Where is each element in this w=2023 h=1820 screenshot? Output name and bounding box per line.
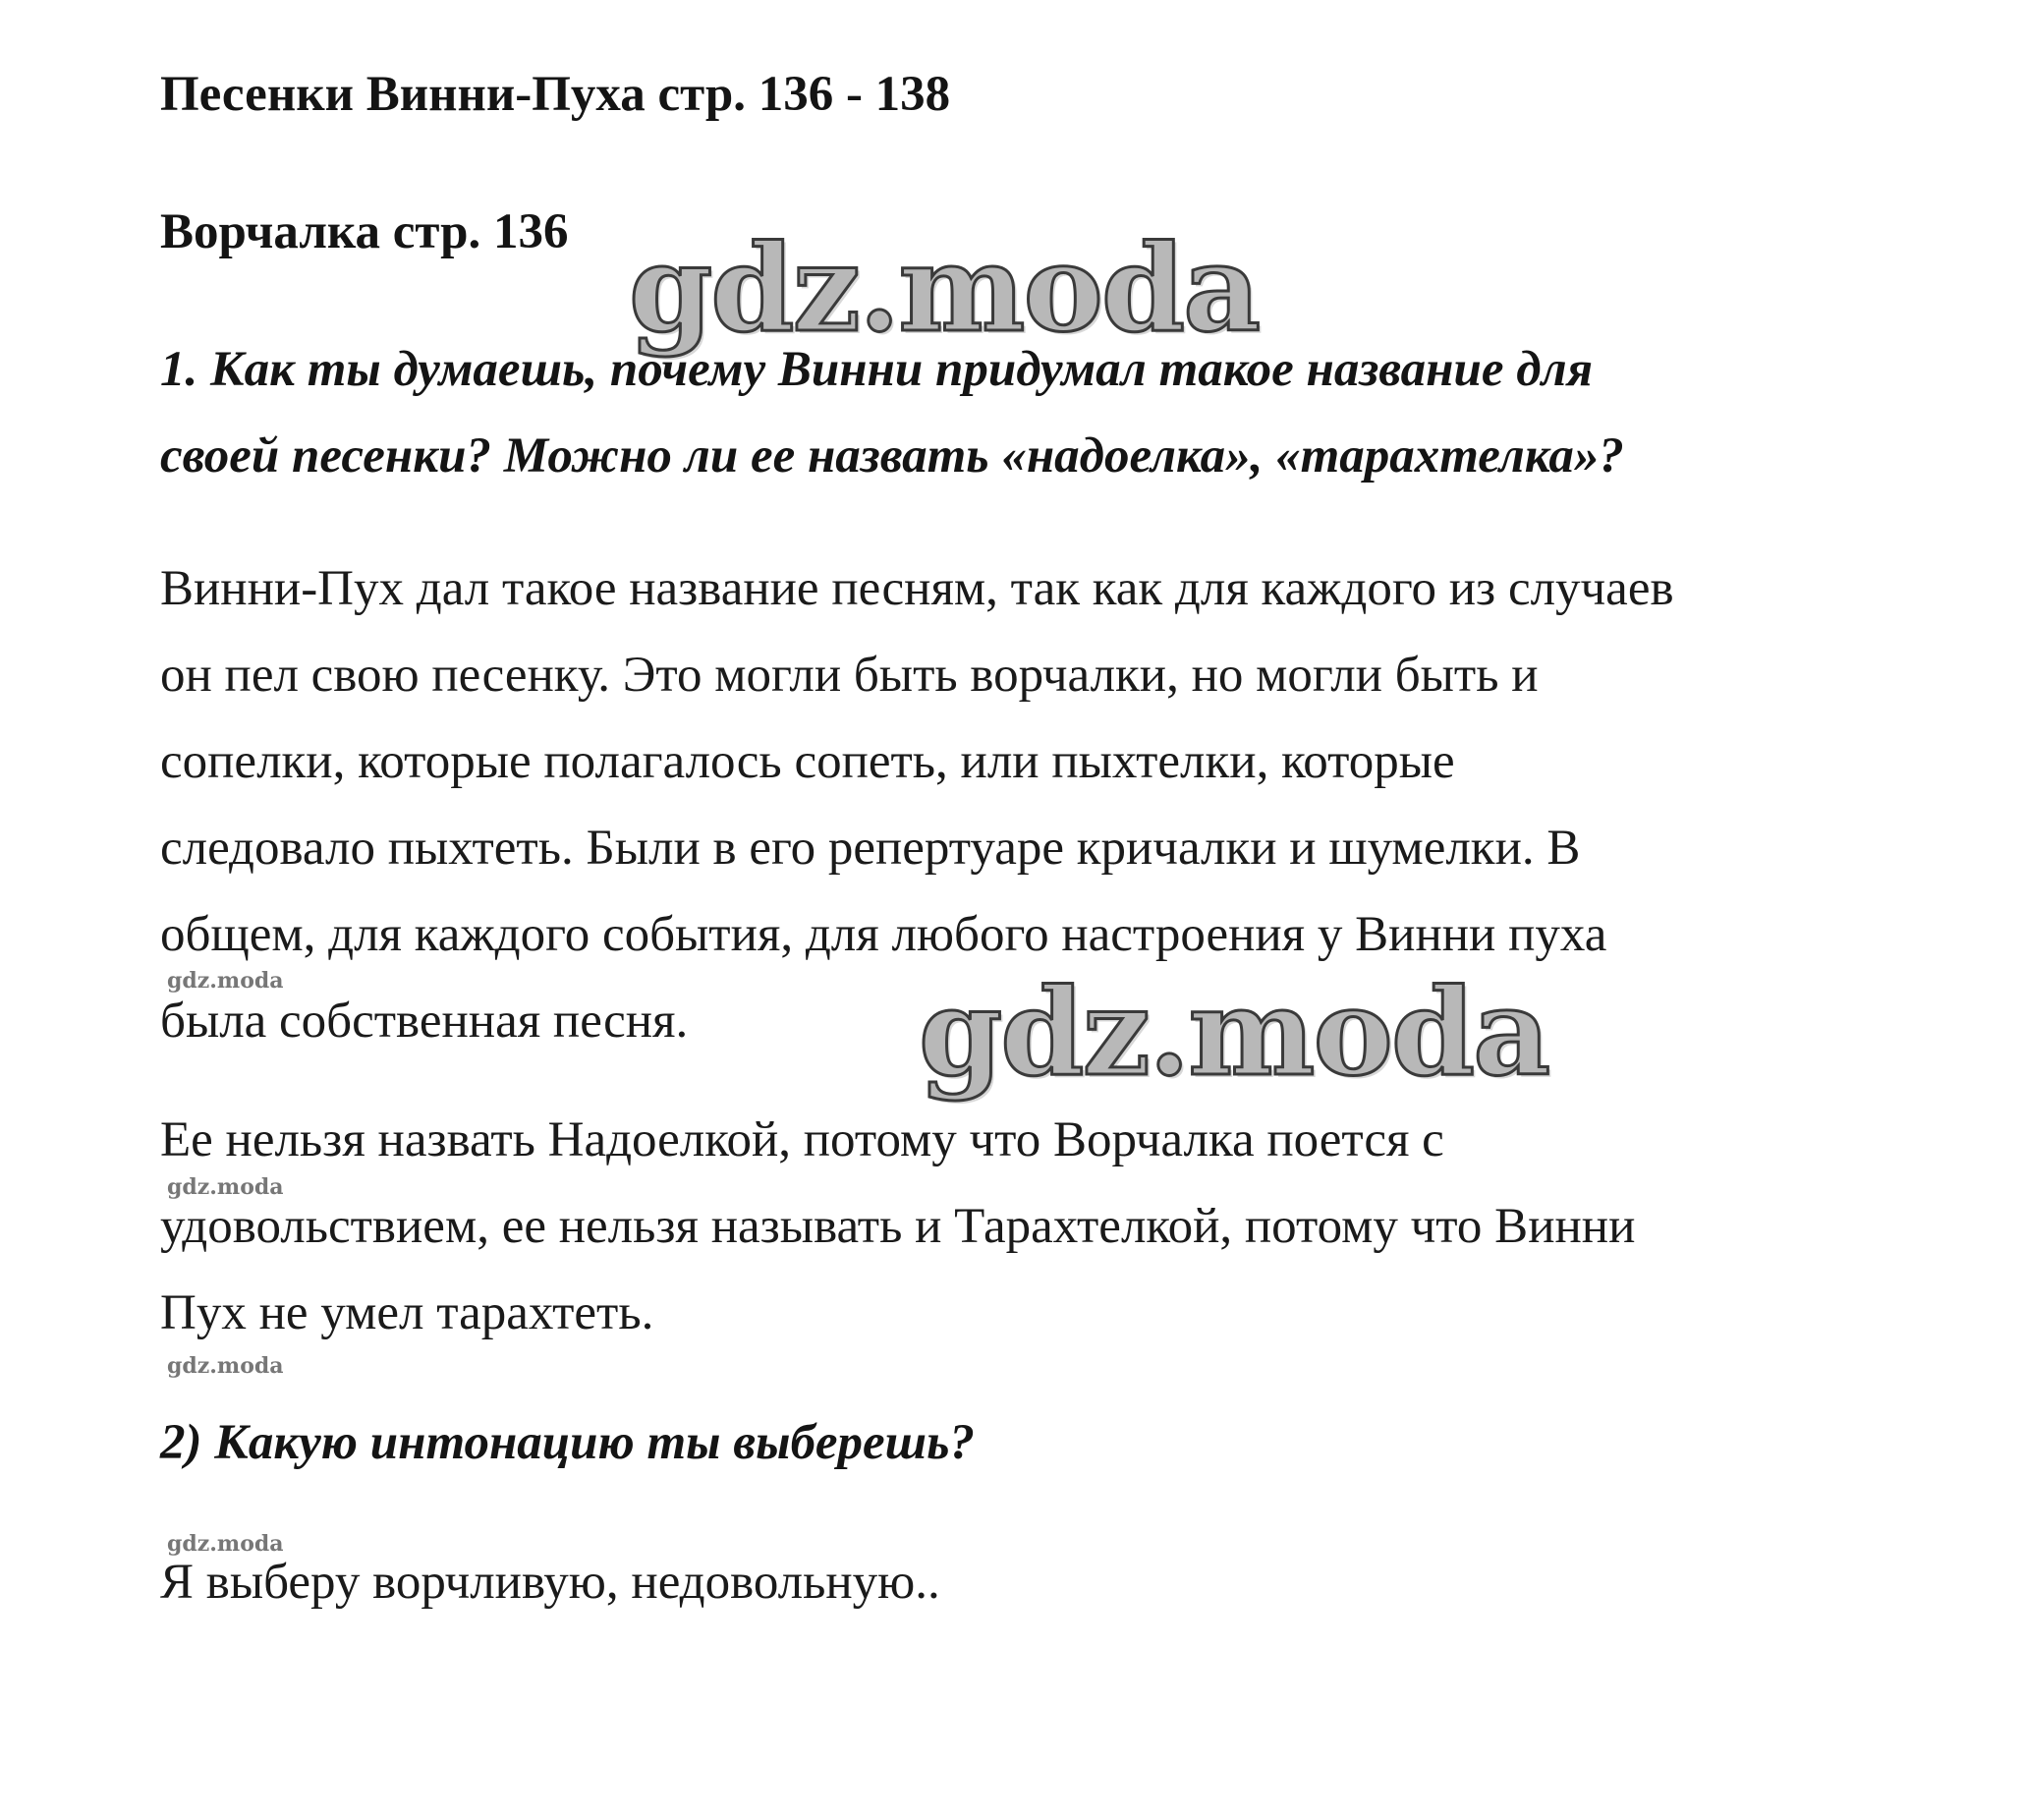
page-title: Песенки Винни-Пуха стр. 136 - 138 — [160, 67, 951, 122]
watermark-large: gdz.moda — [919, 961, 1549, 1103]
answer-1-line: общем, для каждого события, для любого настроения у Винни пуха — [160, 907, 1607, 962]
answer-1-line: следовало пыхтеть. Были в его репертуаре кричалки и шумелки. В — [160, 821, 1581, 876]
watermark-small: gdz.moda — [167, 1531, 284, 1557]
answer-1-line: сопелки, которые полагалось сопеть, или пыхтелки, которые — [160, 734, 1455, 789]
watermark-large: gdz.moda — [629, 217, 1260, 359]
watermark-small: gdz.moda — [167, 968, 284, 994]
answer-1-line: он пел свою песенку. Это могли быть ворчалки, но могли быть и — [160, 648, 1539, 703]
section-title: Ворчалка стр. 136 — [160, 204, 569, 259]
answer-1-line: Винни-Пух дал такое название песням, так как для каждого из случаев — [160, 561, 1674, 616]
answer-2-line: Ее нельзя назвать Надоелкой, потому что Ворчалка поется с — [160, 1112, 1444, 1167]
watermark-small: gdz.moda — [167, 1353, 284, 1379]
question-1-line: 1. Как ты думаешь, почему Винни придумал такое название для — [160, 342, 1593, 397]
watermark-small: gdz.moda — [167, 1174, 284, 1200]
question-1-line: своей песенки? Можно ли ее назвать «надоелка», «тарахтелка»? — [160, 428, 1624, 483]
question-1 — [160, 326, 1624, 499]
question-2: 2) Какую интонацию ты выберешь? — [160, 1415, 975, 1470]
answer-2-line: удовольствием, ее нельзя называть и Тарахтелкой, потому что Винни — [160, 1199, 1636, 1254]
answer-2 — [160, 1097, 1635, 1356]
answer-2-line: Пух не умел тарахтеть. — [160, 1285, 654, 1340]
answer-3: Я выберу ворчливую, недовольную.. — [160, 1555, 940, 1610]
answer-1-line: была собственная песня. — [160, 994, 689, 1049]
